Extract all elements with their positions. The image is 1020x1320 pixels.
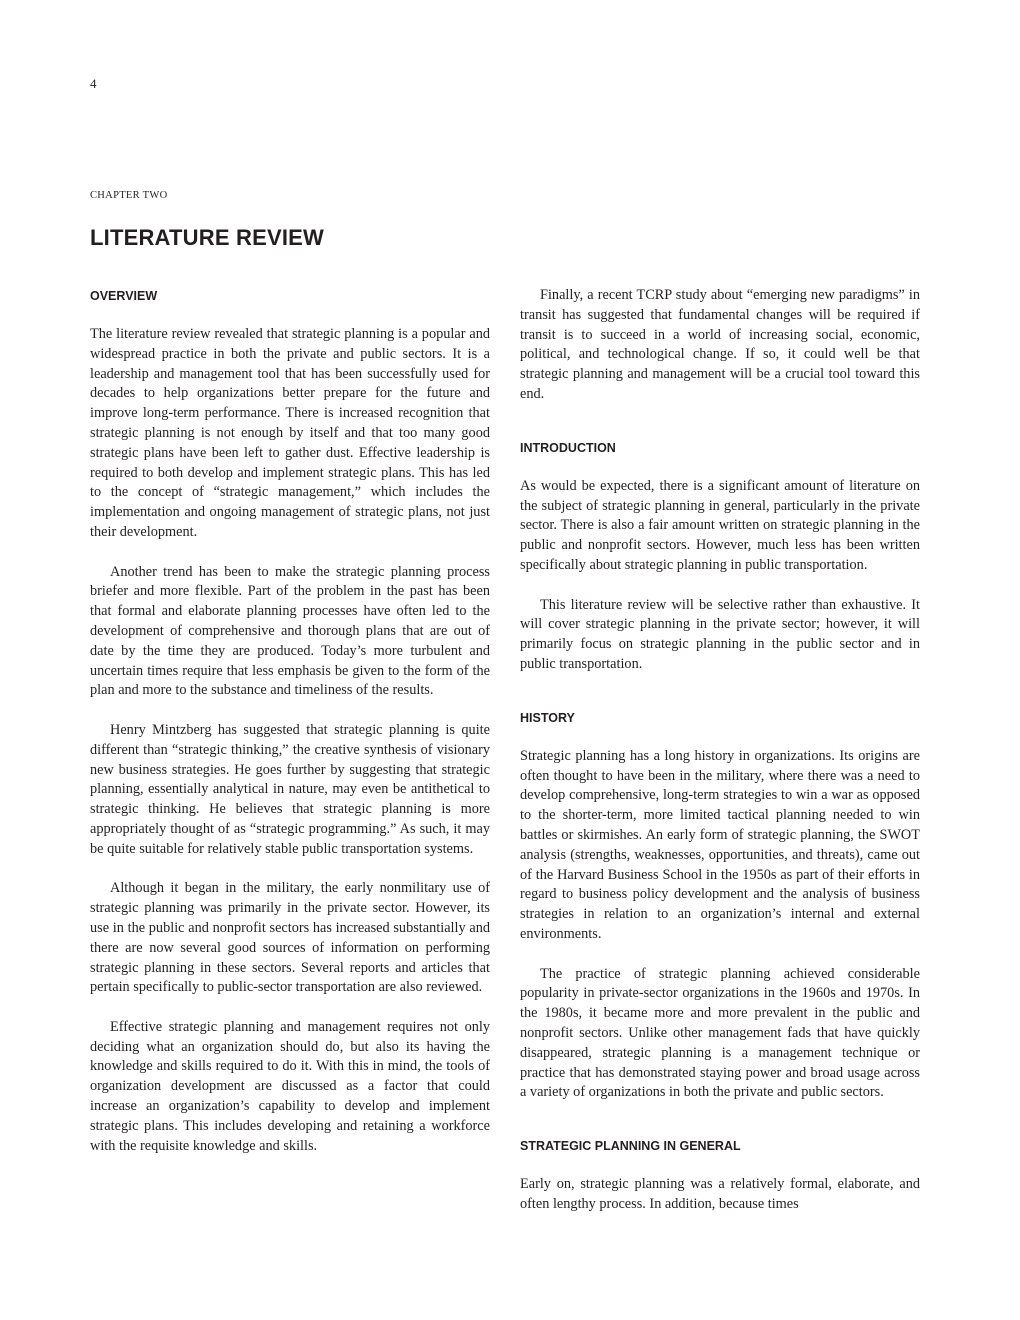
section-heading-history: HISTORY bbox=[520, 710, 575, 725]
history-paragraph-2: The practice of strategic planning achieved considerable popularity in private-sector organizations in the 1960s and 1970s. In the 1980s, it became more and more prevalent in the public and nonprofit sectors. Unlike other management fads that have quickly disappeared, strategic planning is a management technique or practice that has demonstrated staying power and broad usage across a variety of organizations in both the private and public sectors. bbox=[520, 965, 920, 1101]
overview-paragraph-3: Henry Mintzberg has suggested that strategic planning is quite different than “strategic thinking,” the creative synthesis of visionary new business strategies. He goes further by suggesting that strategic planning, essentially analytical in nature, may even be antithetical to strategic thinking. He believes that strategic planning is more appropriately thought of as “strategic programming.” As such, it may be quite suitable for relatively stable public transportation systems. bbox=[90, 721, 490, 857]
section-heading-introduction: INTRODUCTION bbox=[520, 440, 616, 455]
overview-paragraph-4: Although it began in the military, the early nonmilitary use of strategic planning was primarily in the private sector. However, its use in the public and nonprofit sectors has increased substantially and there are now several good sources of information on performing strategic planning in these sectors. Several reports and articles that pertain specifically to public-sector transportation are also reviewed. bbox=[90, 880, 490, 996]
right-column bbox=[520, 286, 920, 1215]
overview-paragraph-2: Another trend has been to make the strategic planning process briefer and more flexible. Part of the problem in the past has been that formal and elaborate planning processes have often led to the development of comprehensive and thorough plans that are out of date by the time they are produced. Today’s more turbulent and uncertain times require that less emphasis be given to the form of the plan and more to the substance and timeliness of the results. bbox=[90, 563, 490, 699]
chapter-title: LITERATURE REVIEW bbox=[90, 225, 324, 250]
chapter-label: CHAPTER TWO bbox=[90, 190, 168, 201]
strategic-planning-paragraph-1: Early on, strategic planning was a relatively formal, elaborate, and often lengthy process. In addition, because times bbox=[520, 1176, 920, 1212]
left-column bbox=[90, 286, 490, 1156]
overview-paragraph-5: Effective strategic planning and management requires not only deciding what an organization should do, but also its having the knowledge and skills required to do it. With this in mind, the tools of organization development are discussed as a factor that could increase an organization’s capability to develop and implement strategic plans. This includes developing and retaining a workforce with the requisite knowledge and skills. bbox=[90, 1018, 490, 1154]
introduction-paragraph-1: As would be expected, there is a significant amount of literature on the subject of strategic planning in general, particularly in the private sector. There is also a fair amount written on strategic planning in the public and nonprofit sectors. However, much less has been written specifically about strategic planning in public transportation. bbox=[520, 477, 920, 573]
overview-paragraph-6: Finally, a recent TCRP study about “emerging new paradigms” in transit has suggested that fundamental changes will be required if transit is to succeed in a world of increasing social, economic, political, and technological change. If so, it could well be that strategic planning and management will be a crucial tool toward this end. bbox=[520, 287, 920, 402]
page-number: 4 bbox=[90, 76, 97, 91]
section-heading-strategic-planning: STRATEGIC PLANNING IN GENERAL bbox=[520, 1139, 741, 1154]
history-paragraph-1: Strategic planning has a long history in organizations. Its origins are often thought to have been in the military, where there was a need to develop comprehensive, long-term strategies to win a war as opposed to the shorter-term, more limited tactical planning needed to win battles or skirmishes. An early form of strategic planning, the SWOT analysis (strengths, weaknesses, opportunities, and threats), came out of the Harvard Business School in the 1950s as part of their efforts in regard to business policy development and the analysis of business strategies in relation to an organization’s internal and external environments. bbox=[520, 747, 920, 942]
introduction-paragraph-2: This literature review will be selective rather than exhaustive. It will cover strategic planning in the private sector; however, it will primarily focus on strategic planning in the public sector and in public transportation. bbox=[520, 596, 920, 672]
section-heading-overview: OVERVIEW bbox=[90, 289, 158, 303]
overview-paragraph-1: The literature review revealed that strategic planning is a popular and widespread practice in both the private and public sectors. It is a leadership and management tool that has been successfully used for decades to help organizations better prepare for the future and improve long-term performance. There is increased recognition that strategic planning is not enough by itself and that too many good strategic plans have been left to gather dust. Effective leadership is required to both develop and implement strategic plans. This has led to the concept of “strategic management,” which includes the implementation and ongoing management of strategic plans, not just their development. bbox=[90, 326, 490, 540]
